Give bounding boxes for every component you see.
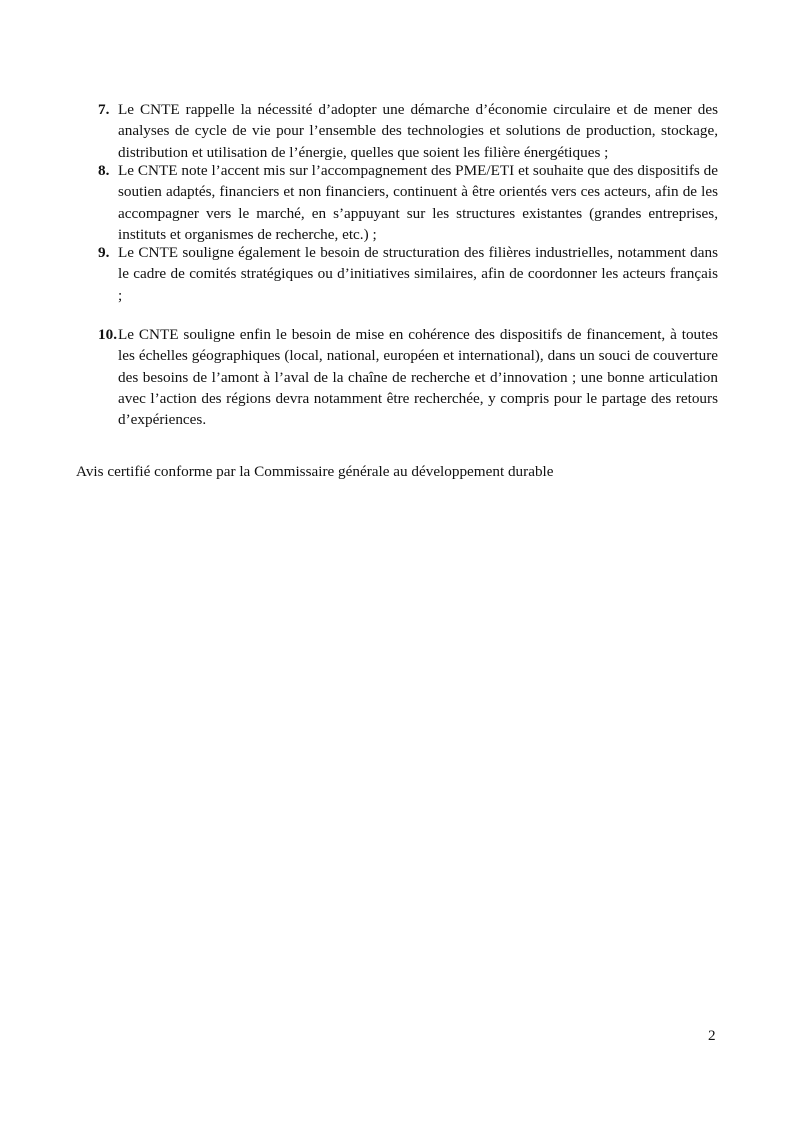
- list-item-7: [98, 99, 718, 163]
- item-text: Le CNTE souligne également le besoin de structuration des filières industrielles, notamment dans le cadre de comités stratégiques ou d’initiatives similaires, afin de coordonner les acteurs français ;: [118, 244, 718, 304]
- list-item-10: [98, 324, 718, 430]
- item-text: Le CNTE note l’accent mis sur l’accompagnement des PME/ETI et souhaite que des dispositifs de soutien adaptés, financiers et non financiers, continuent à être orientés vers ces acteurs, afin de les accompagner vers le marché, en s’appuyant sur les structures existantes (grandes entreprises, instituts et organismes de recherche, etc.) ;: [118, 162, 718, 243]
- item-number: 8.: [98, 162, 110, 179]
- certification-statement: Avis certifié conforme par la Commissaire générale au développement durable: [76, 463, 554, 480]
- item-number: 9.: [98, 244, 110, 261]
- list-item-9: [98, 242, 718, 306]
- item-text: Le CNTE souligne enfin le besoin de mise en cohérence des dispositifs de financement, à toutes les échelles géographiques (local, national, européen et international), dans un souci de couverture des besoins de l’amont à l’aval de la chaîne de recherche et d’innovation ; une bonne articulation avec l’action des régions devra notamment être recherchée, y compris pour le partage des retours d’expériences.: [118, 326, 718, 429]
- item-text: Le CNTE rappelle la nécessité d’adopter une démarche d’économie circulaire et de mener des analyses de cycle de vie pour l’ensemble des technologies et solutions de production, stockage, distribution et utilisation de l’énergie, quelles que soient les filière énergétiques ;: [118, 101, 718, 161]
- list-item-8: [98, 160, 718, 245]
- page-number: 2: [708, 1027, 716, 1044]
- item-number: 7.: [98, 101, 110, 118]
- item-number: 10.: [98, 326, 117, 343]
